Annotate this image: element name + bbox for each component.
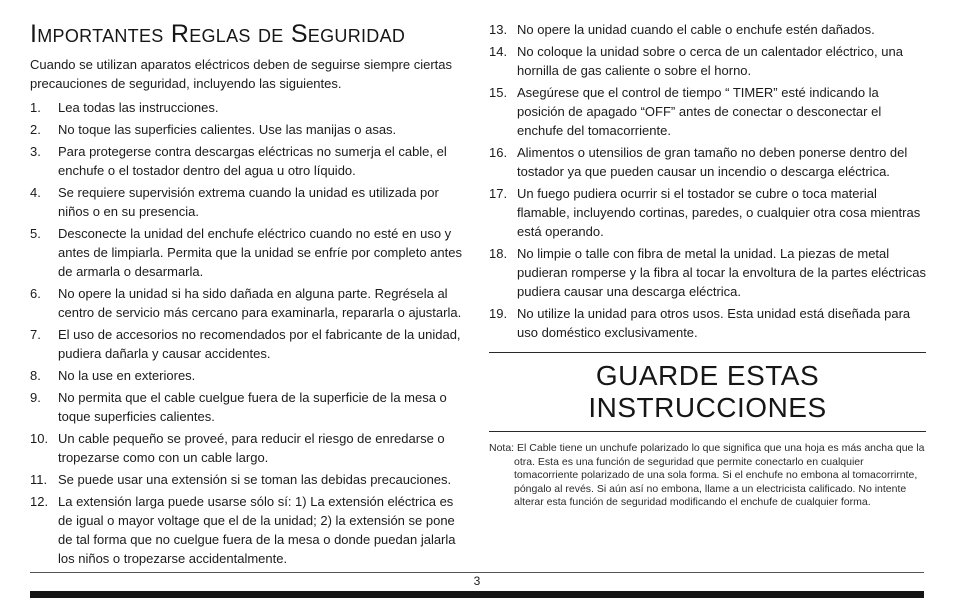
item-text: No permita que el cable cuelgue fuera de la superficie de la mesa o toque superficies calientes. [58, 390, 447, 424]
list-item [30, 429, 467, 467]
item-text: No opere la unidad cuando el cable o enchufe estén dañados. [517, 22, 875, 37]
save-instructions-heading: GUARDE ESTAS INSTRUCCIONES [588, 360, 827, 423]
item-text: Desconecte la unidad del enchufe eléctrico cuando no esté en uso y antes de limpiarla. Permita que la unidad se enfríe por completo antes de armarla o desarmarla. [58, 226, 462, 279]
item-number: 14. [489, 44, 508, 59]
save-instructions-section [489, 352, 926, 432]
list-item [489, 244, 926, 301]
item-number: 11. [30, 472, 48, 487]
safety-rules-list-right [489, 20, 926, 342]
list-item [489, 83, 926, 140]
list-item [489, 20, 926, 39]
list-item [30, 284, 467, 322]
list-item [489, 42, 926, 80]
list-item [30, 325, 467, 363]
item-number: 19. [489, 306, 508, 321]
item-number: 3. [30, 144, 41, 159]
item-number: 13. [489, 22, 508, 37]
list-item [30, 98, 467, 117]
item-number: 5. [30, 226, 41, 241]
item-number: 8. [30, 368, 41, 383]
list-item [30, 388, 467, 426]
item-number: 18. [489, 246, 508, 261]
page-title: Importantes Reglas de Seguridad [30, 20, 406, 48]
item-number: 15. [489, 85, 508, 100]
item-number: 1. [30, 100, 41, 115]
item-number: 17. [489, 186, 508, 201]
list-item [30, 366, 467, 385]
item-number: 2. [30, 122, 41, 137]
list-item [30, 224, 467, 281]
item-text: El uso de accesorios no recomendados por el fabricante de la unidad, pudiera dañarla y causar accidentes. [58, 327, 461, 361]
note-label: Nota: [489, 442, 515, 454]
list-item [30, 470, 467, 489]
list-item [30, 183, 467, 221]
right-column [489, 20, 926, 571]
polarized-plug-note [489, 442, 926, 510]
item-text: Se puede usar una extensión si se toman las debidas precauciones. [58, 472, 452, 487]
item-text: No opere la unidad si ha sido dañada en alguna parte. Regrésela al centro de servicio más cercano para examinarla, repararla o ajustarla. [58, 286, 462, 320]
item-number: 12. [30, 494, 49, 509]
item-text: No toque las superficies calientes. Use las manijas o asas. [58, 122, 397, 137]
rule-below-save-heading [489, 431, 926, 432]
item-text: Para protegerse contra descargas eléctricas no sumerja el cable, el enchufe o el tostador dentro del agua u otro líquido. [58, 144, 447, 178]
item-text: Un fuego pudiera ocurrir si el tostador se cubre o toca material flamable, incluyendo cortinas, paredes, o cualquier otra cosa mientras está operando. [517, 186, 921, 239]
list-item [30, 120, 467, 139]
item-text: Asegúrese que el control de tiempo “ TIMER” esté indicando la posición de apagado “OFF” antes de conectar o desconectar el enchufe del tomacorriente. [517, 85, 882, 138]
list-item [30, 492, 467, 568]
left-column [30, 20, 467, 571]
item-number: 16. [489, 145, 508, 160]
item-text: No coloque la unidad sobre o cerca de un calentador eléctrico, una hornilla de gas caliente o sobre el horno. [517, 44, 903, 78]
list-item [30, 142, 467, 180]
item-text: La extensión larga puede usarse sólo sí: 1) La extensión eléctrica es de igual o mayor voltage que el de la unidad; 2) la extensión se pone de tal forma que no cuelgue fuera de la mesa o donde puedan jalarla los niños o tropezarse accidentalmente. [58, 494, 456, 566]
item-text: Se requiere supervisión extrema cuando la unidad es utilizada por niños o en su presencia. [58, 185, 439, 219]
safety-rules-list-left [30, 98, 467, 568]
two-column-layout [30, 20, 924, 571]
item-text: Un cable pequeño se proveé, para reducir el riesgo de enredarse o tropezarse como con un cable largo. [58, 431, 445, 465]
item-text: No utilize la unidad para otros usos. Esta unidad está diseñada para uso doméstico exclusivamente. [517, 306, 911, 340]
item-number: 7. [30, 327, 41, 342]
item-text: No limpie o talle con fibra de metal la unidad. La piezas de metal pudieran romperse y la fibra al tocar la envoltura de la partes eléctricas pudiera causar una descarga eléctrica. [517, 246, 926, 299]
note-text: El Cable tiene un unchufe polarizado lo que significa que una hoja es más ancha que la otra. Esta es una función de seguridad que permite conectarlo en cualquier tomacorriente polarizado de una sola forma. Si el enchufe no embona al tomacorrirnte, póngalo al revés. Si aún así no embona, llame a un electricista calificado. No intente alterar esta función de seguridad modificando el enchufe de cualquier forma. [514, 442, 925, 508]
list-item [489, 304, 926, 342]
list-item [489, 143, 926, 181]
item-number: 6. [30, 286, 41, 301]
list-item [489, 184, 926, 241]
page-number: 3 [473, 574, 481, 588]
item-number: 10. [30, 431, 49, 446]
item-text: No la use en exteriores. [58, 368, 196, 383]
intro-paragraph: Cuando se utilizan aparatos eléctricos deben de seguirse siempre ciertas precauciones de seguridad, incluyendo las siguientes. [30, 57, 453, 91]
item-number: 4. [30, 185, 41, 200]
rule-above-save-heading [489, 352, 926, 353]
item-text: Lea todas las instrucciones. [58, 100, 219, 115]
page-footer [30, 572, 924, 598]
item-number: 9. [30, 390, 41, 405]
footer-thick-bar [30, 591, 924, 598]
item-text: Alimentos o utensilios de gran tamaño no deben ponerse dentro del tostador ya que pueden causar un incendio o descarga eléctrica. [517, 145, 908, 179]
